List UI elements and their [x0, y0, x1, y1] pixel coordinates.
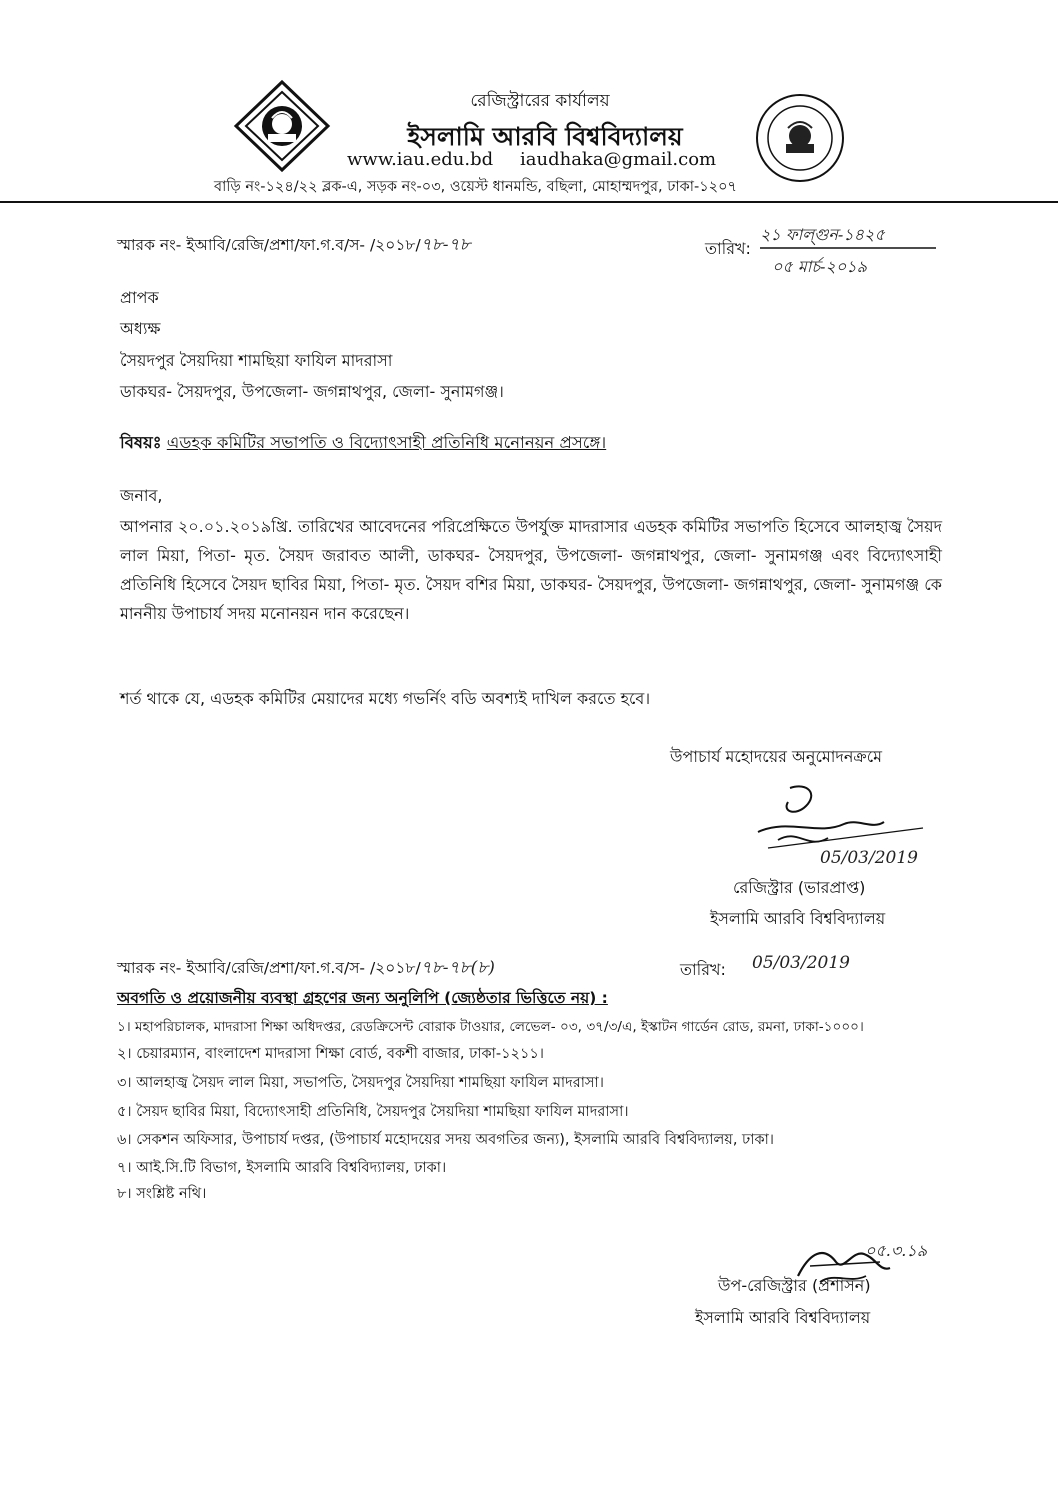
approval-note: উপাচার্য মহোদয়ের অনুমোদনক্রমে	[670, 747, 883, 766]
website-link: www.iau.edu.bd	[347, 149, 494, 170]
email-address: iaudhaka@gmail.com	[520, 149, 717, 170]
copy-item: ২। চেয়ারম্যান, বাংলাদেশ মাদরাসা শিক্ষা বোর্ড, বকশী বাজার, ঢাকা-১২১১।	[117, 1046, 544, 1062]
subject-label: বিষয়ঃ	[120, 433, 162, 452]
salutation: জনাব,	[120, 486, 163, 505]
memo-date-label: তারিখ:	[705, 239, 751, 258]
date-separator-line	[760, 246, 940, 250]
university-name: ইসলামি আরবি বিশ্ববিদ্যালয়	[407, 122, 683, 151]
memo2-ref-label: স্মারক নং- ইআবি/রেজি/প্রশা/ফা.গ.ব/স- /২০১৮/	[117, 959, 421, 977]
copy-item: ৫। সৈয়দ ছাবির মিয়া, বিদ্যোৎসাহী প্রতিনিধি, সৈয়দপুর সৈয়দিয়া শামছিয়া ফাযিল মাদরাসা।	[117, 1104, 629, 1120]
memo2-date-hand: 05/03/2019	[752, 953, 850, 973]
copies-heading: অবগতি ও প্রয়োজনীয় ব্যবস্থা গ্রহণের জন্য অনুলিপি (জ্যেষ্ঠতার ভিত্তিতে নয়) :	[117, 989, 608, 1007]
copy-item: ৩। আলহাজ্ব সৈয়দ লাল মিয়া, সভাপতি, সৈয়দপুর সৈয়দিয়া শামছিয়া ফাযিল মাদরাসা।	[117, 1075, 604, 1091]
deputy-registrar-hand-date: ০৫.৩.১৯	[865, 1241, 928, 1260]
office-name: রেজিস্ট্রারের কার্যালয়	[470, 91, 610, 111]
memo-date-hand-2: ০৫ মার্চ-২০১৯	[772, 257, 868, 276]
copy-item: ১। মহাপরিচালক, মাদরাসা শিক্ষা অধিদপ্তর, রেডক্রিসেন্ট বোরাক টাওয়ার, লেভেল- ০৩, ৩৭/৩/এ, ইস্কাটন গার্ডেন রোড, রমনা, ঢাকা-১০০০।	[117, 1019, 864, 1035]
body-paragraph-1: আপনার ২০.০১.২০১৯খ্রি. তারিখের আবেদনের পরিপ্রেক্ষিতে উপর্যুক্ত মাদরাসার এডহক কমিটির সভাপতি হিসেবে আলহাজ্ব সৈয়দ লাল মিয়া, পিতা- মৃত. সৈয়দ জরাবত আলী, ডাকঘর- সৈয়দপুর, উপজেলা- জগন্নাথপুর, জেলা- সুনামগঞ্জ এবং বিদ্যোৎসাহী প্রতিনিধি হিসেবে সৈয়দ ছাবির মিয়া, পিতা- মৃত. সৈয়দ বশির মিয়া, ডাকঘর- সৈয়দপুর, উপজেলা- জগন্নাথপুর, জেলা- সুনামগঞ্জ কে মাননীয় উপাচার্য সদয় মনোনয়ন দান করেছেন।	[120, 517, 942, 623]
copy-item: ৮। সংশ্লিষ্ট নথি।	[117, 1186, 207, 1202]
registrar-org: ইসলামি আরবি বিশ্ববিদ্যালয়	[710, 909, 886, 928]
copy-item: ৭। আই.সি.টি বিভাগ, ইসলামি আরবি বিশ্ববিদ্যালয়, ঢাকা।	[117, 1160, 447, 1176]
recipient-line-2: সৈয়দপুর সৈয়দিয়া শামছিয়া ফাযিল মাদরাসা	[120, 351, 393, 370]
memo2-date-label: তারিখ:	[680, 960, 726, 979]
header-divider	[0, 201, 1058, 203]
university-seal-right	[754, 92, 846, 184]
recipient-line-3: ডাকঘর- সৈয়দপুর, উপজেলা- জগন্নাথপুর, জেলা- সুনামগঞ্জ।	[120, 382, 504, 401]
body-paragraph-2: শর্ত থাকে যে, এডহক কমিটির মেয়াদের মধ্যে গভর্নিং বডি অবশ্যই দাখিল করতে হবে।	[120, 689, 651, 708]
registrar-hand-date: 05/03/2019	[820, 848, 918, 868]
memo-ref-hand: ৭৮-৭৮	[420, 235, 471, 255]
copy-item: ৬। সেকশন অফিসার, উপাচার্য দপ্তর, (উপাচার্য মহোদয়ের সদয় অবগতির জন্য), ইসলামি আরবি বিশ্ববিদ্যালয়, ঢাকা।	[117, 1132, 774, 1148]
deputy-registrar-title: উপ-রেজিস্ট্রার (প্রশাসন)	[718, 1276, 871, 1295]
recipient-label: প্রাপক	[120, 288, 159, 307]
memo-ref	[117, 232, 471, 260]
subject-line	[120, 430, 606, 457]
university-logo-left	[232, 78, 332, 174]
memo-ref-label: স্মারক নং- ইআবি/রেজি/প্রশা/ফা.গ.ব/স- /২০১৮/	[117, 236, 421, 254]
registrar-title: রেজিস্ট্রার (ভারপ্রাপ্ত)	[733, 878, 866, 897]
office-address: বাড়ি নং-১২৪/২২ ব্লক-এ, সড়ক নং-০৩, ওয়েস্ট ধানমন্ডি, বছিলা, মোহাম্মদপুর, ঢাকা-১২০৭	[214, 179, 737, 195]
subject-text: এডহক কমিটির সভাপতি ও বিদ্যোৎসাহী প্রতিনিধি মনোনয়ন প্রসঙ্গে।	[166, 433, 607, 452]
memo-date-hand-1: ২১ ফাল্গুন-১৪২৫	[760, 225, 885, 244]
memo2-ref	[117, 955, 495, 983]
recipient-line-1: অধ্যক্ষ	[120, 319, 161, 338]
deputy-registrar-org: ইসলামি আরবি বিশ্ববিদ্যালয়	[695, 1308, 871, 1327]
memo2-ref-hand: ৭৮-৭৮(৮)	[420, 958, 495, 978]
